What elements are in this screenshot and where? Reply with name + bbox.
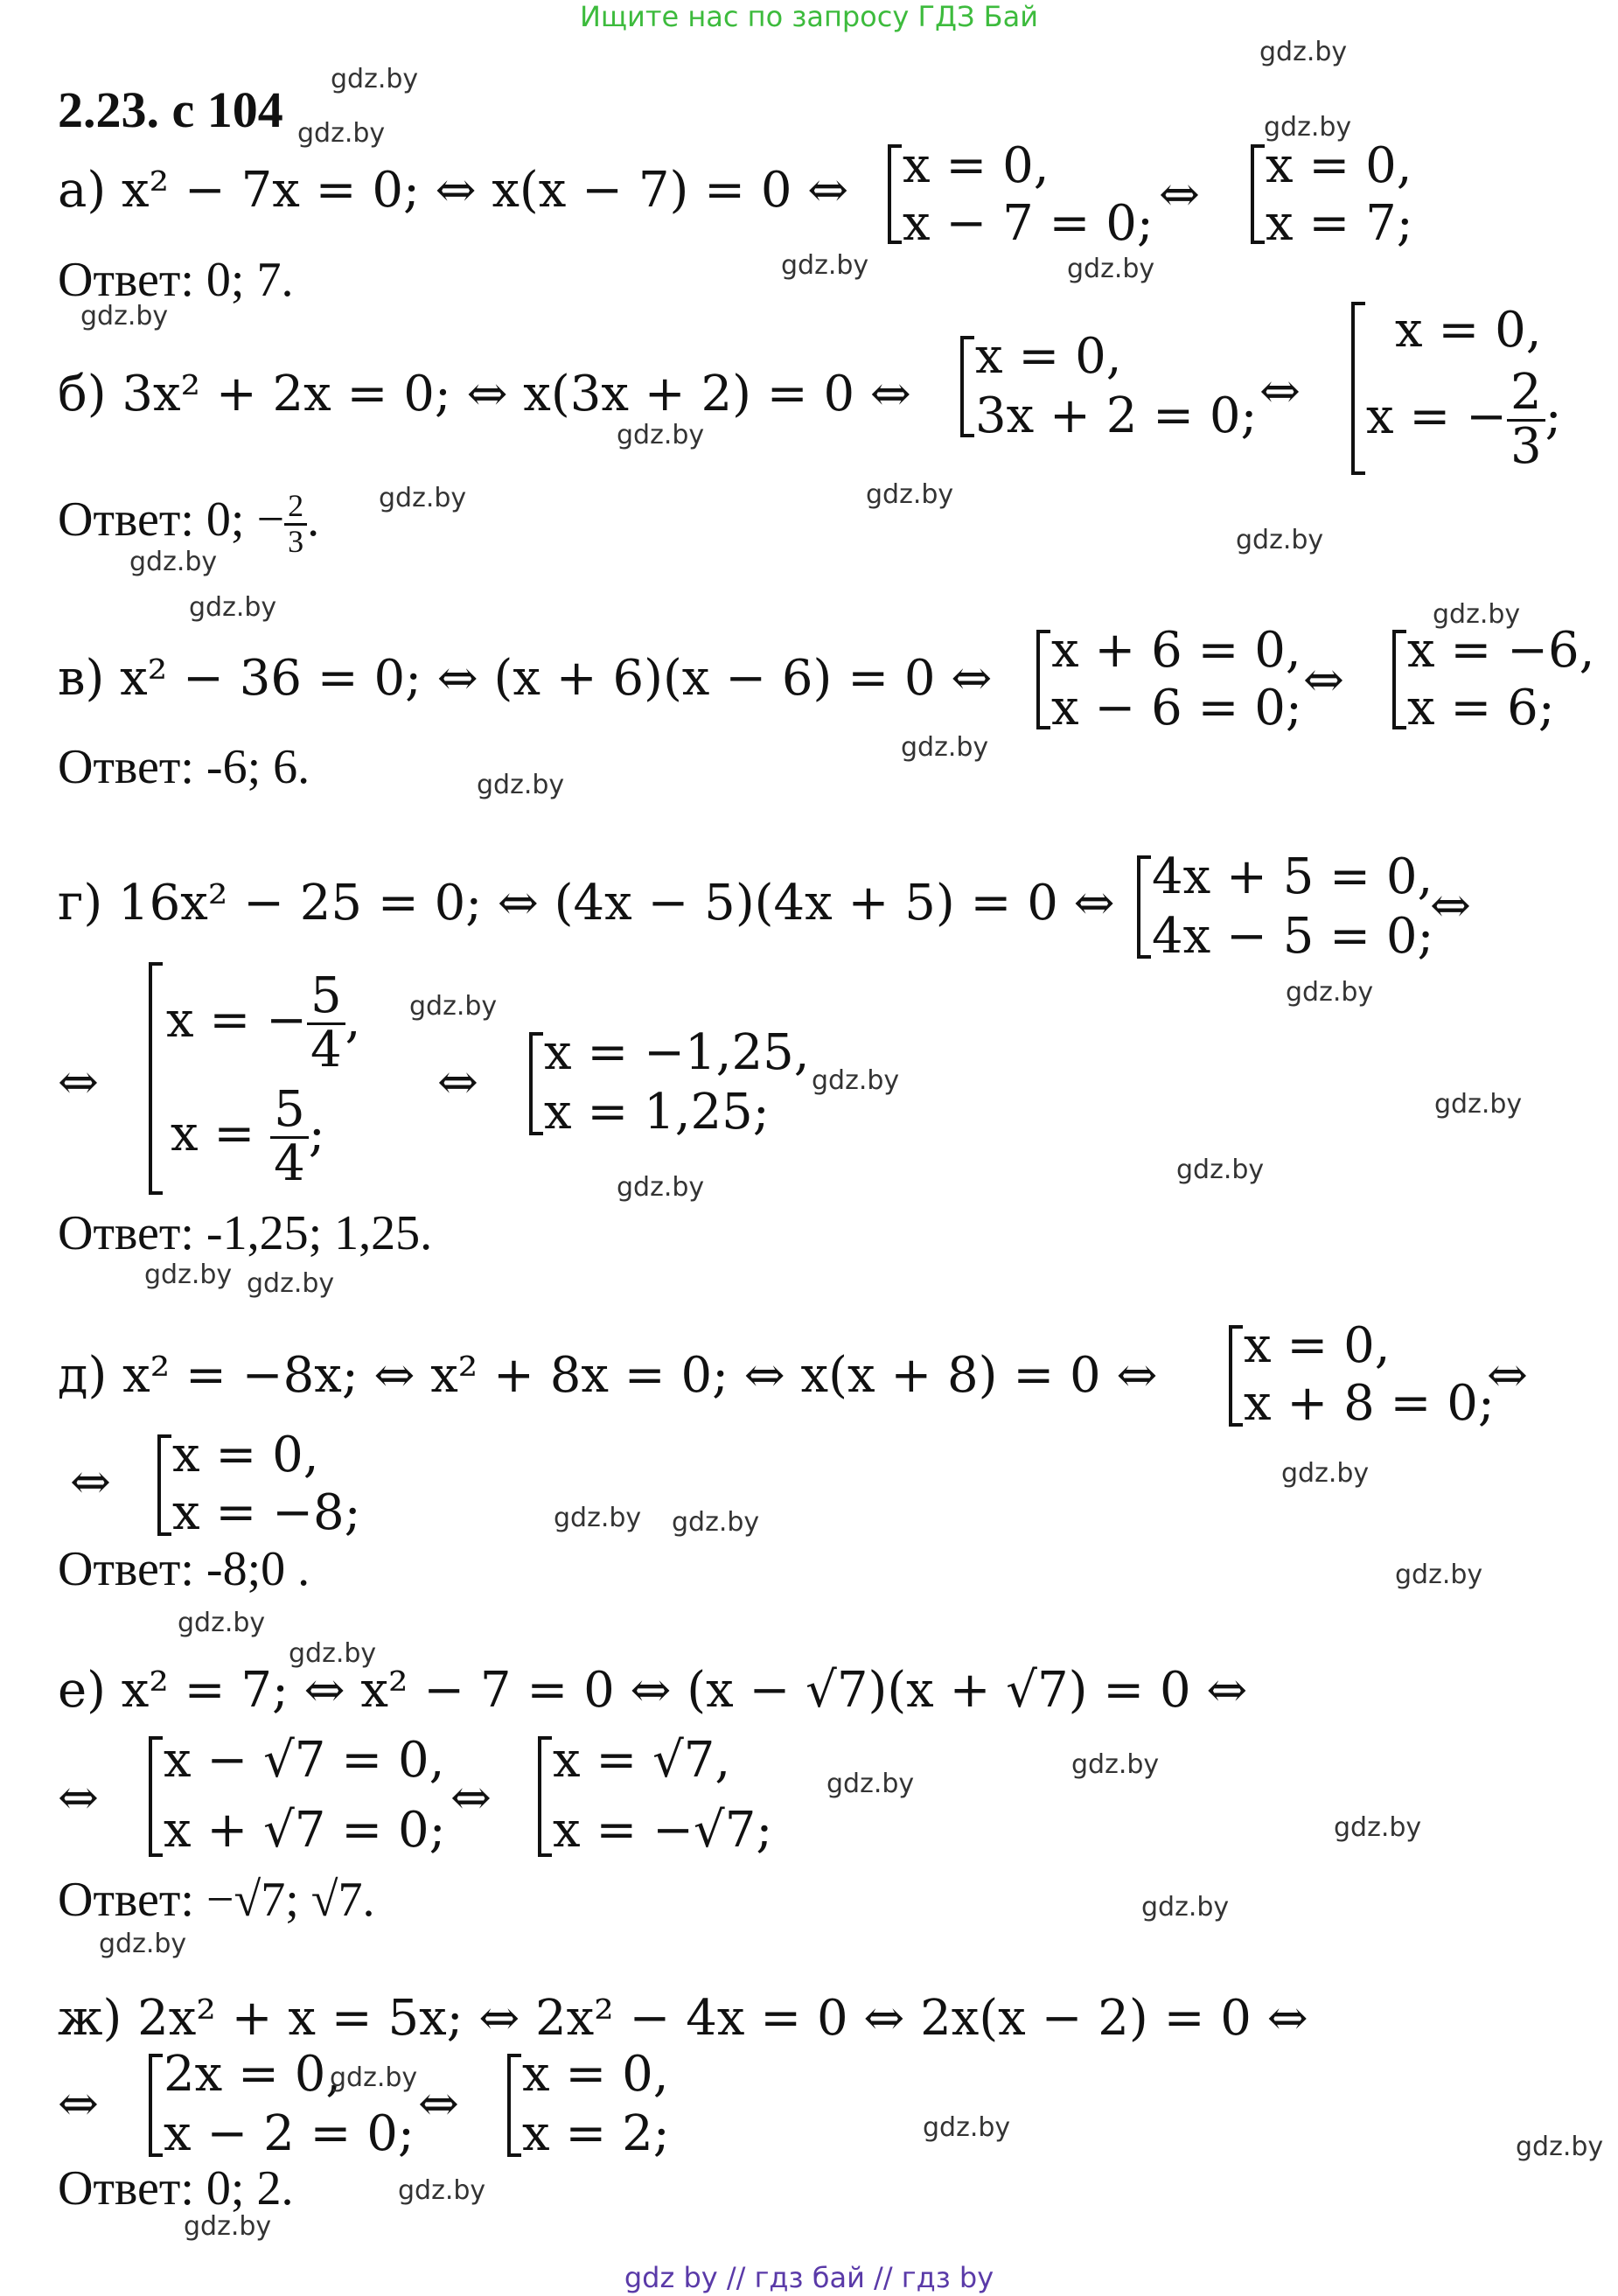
eq-e-case1-1: x − √7 = 0,	[164, 1732, 445, 1789]
eq-b-case1-2: 3x + 2 = 0;	[975, 387, 1258, 444]
eq-b-case2-2: x = − $\frac{2}{3}$ ;	[1366, 364, 1562, 475]
watermark: gdz.by	[398, 2175, 486, 2206]
eq-e-bracket-2	[538, 1736, 552, 1857]
answer-g: Ответ: -1,25; 1,25.	[58, 1206, 433, 1260]
watermark: gdz.by	[901, 732, 989, 763]
watermark: gdz.by	[781, 250, 869, 281]
eq-g-bracket-1	[1137, 855, 1151, 959]
eq-zh-case1-2: x − 2 = 0;	[164, 2105, 415, 2162]
eq-v-case2-1: x = −6,	[1407, 622, 1595, 679]
eq-g-case2-1-prefix: x = −	[166, 991, 308, 1049]
watermark: gdz.by	[80, 301, 169, 331]
watermark: gdz.by	[477, 770, 565, 800]
watermark: gdz.by	[144, 1260, 233, 1290]
eq-e-case1-2: x + √7 = 0;	[164, 1802, 446, 1859]
eq-a-arrow: ⇔	[1159, 166, 1200, 223]
eq-e-case2-2: x = −√7;	[553, 1802, 773, 1859]
eq-a-case1-1: x = 0,	[903, 137, 1050, 194]
eq-a-case2-2: x = 7;	[1266, 195, 1413, 252]
fraction-den: 4	[274, 1134, 305, 1192]
watermark: gdz.by	[184, 2211, 272, 2242]
watermark: gdz.by	[617, 1172, 705, 1203]
eq-zh-arrow-start: ⇔	[58, 2076, 99, 2132]
watermark: gdz.by	[1071, 1749, 1160, 1780]
watermark: gdz.by	[826, 1769, 915, 1799]
eq-g-sep2: ;	[308, 1105, 325, 1162]
eq-b-case2-2-prefix: x = −	[1366, 387, 1508, 445]
answer-e: Ответ: −√7; √7.	[58, 1873, 375, 1927]
eq-a-line: а) x² − 7x = 0; ⇔ x(x − 7) = 0 ⇔	[58, 162, 849, 219]
watermark: gdz.by	[1395, 1560, 1483, 1590]
watermark: gdz.by	[1281, 1458, 1370, 1489]
answer-a: Ответ: 0; 7.	[58, 253, 294, 307]
watermark: gdz.by	[247, 1268, 335, 1299]
watermark: gdz.by	[1433, 599, 1521, 630]
watermark: gdz.by	[1236, 525, 1324, 555]
fraction	[307, 967, 345, 1078]
watermark: gdz.by	[1176, 1155, 1265, 1185]
eq-d-case2-1: x = 0,	[172, 1427, 319, 1483]
fraction-den: 4	[310, 1021, 342, 1078]
eq-g-case2-1	[166, 967, 361, 1078]
eq-v-line: в) x² − 36 = 0; ⇔ (x + 6)(x − 6) = 0 ⇔	[58, 650, 993, 707]
eq-b-arrow: ⇔	[1259, 363, 1301, 420]
eq-g-line: г) 16x² − 25 = 0; ⇔ (4x − 5)(4x + 5) = 0 ⇔	[58, 875, 1115, 932]
watermark: gdz.by	[866, 479, 954, 510]
watermark: gdz.by	[409, 991, 498, 1022]
watermark: gdz.by	[923, 2112, 1011, 2143]
watermark: gdz.by	[297, 118, 386, 149]
eq-g-case2-2-prefix: x =	[171, 1105, 255, 1162]
fraction-num: 5	[270, 1085, 309, 1139]
eq-g-bracket-3	[529, 1032, 543, 1135]
eq-v-case2-2: x = 6;	[1407, 680, 1555, 736]
eq-zh-case1-1: 2x = 0,	[164, 2046, 342, 2103]
watermark: gdz.by	[1067, 254, 1155, 284]
answer-b-prefix: Ответ: 0; −	[58, 492, 285, 548]
eq-e-case2-1: x = √7,	[553, 1732, 731, 1789]
fraction-den: 3	[1510, 417, 1542, 475]
eq-g-arrow-end: ⇔	[1430, 877, 1471, 934]
eq-g-sep1: ,	[345, 991, 361, 1049]
answer-zh: Ответ: 0; 2.	[58, 2161, 294, 2216]
watermark: gdz.by	[178, 1608, 266, 1638]
eq-e-bracket-1	[149, 1736, 163, 1857]
watermark: gdz.by	[1286, 977, 1374, 1008]
eq-d-arrow-start: ⇔	[70, 1454, 111, 1511]
footer-text: gdz by // гдз бай // гдз by	[624, 2261, 994, 2294]
fraction	[1507, 364, 1545, 475]
top-banner: Ищите нас по запросу ГДЗ Бай	[579, 0, 1039, 33]
watermark: gdz.by	[379, 483, 467, 513]
fraction-num: 5	[307, 971, 345, 1025]
watermark: gdz.by	[1516, 2132, 1604, 2162]
eq-v-bracket-1	[1036, 630, 1050, 729]
eq-a-bracket-1	[888, 144, 902, 244]
eq-zh-case2-1: x = 0,	[522, 2046, 669, 2103]
page-title: 2.23. с 104	[58, 81, 283, 138]
watermark: gdz.by	[672, 1507, 760, 1538]
eq-v-bracket-2	[1392, 630, 1406, 729]
answer-b-num: 2	[284, 490, 307, 526]
eq-zh-case2-2: x = 2;	[522, 2105, 670, 2162]
fraction	[270, 1081, 309, 1192]
watermark: gdz.by	[331, 64, 419, 94]
eq-e-arrow-start: ⇔	[58, 1769, 99, 1826]
watermark: gdz.by	[1259, 37, 1348, 67]
eq-b-case1-1: x = 0,	[975, 328, 1122, 385]
eq-v-arrow: ⇔	[1303, 652, 1344, 708]
eq-b-bracket-2	[1351, 302, 1365, 475]
eq-zh-bracket-2	[507, 2054, 521, 2157]
eq-b-line: б) 3x² + 2x = 0; ⇔ x(3x + 2) = 0 ⇔	[58, 366, 911, 422]
eq-e-line: е) x² = 7; ⇔ x² − 7 = 0 ⇔ (x − √7)(x + √7) = 0 ⇔	[58, 1662, 1248, 1719]
answer-b-fraction	[284, 490, 307, 559]
eq-d-arrow-end: ⇔	[1487, 1347, 1528, 1404]
eq-g-case3-1: x = −1,25,	[544, 1024, 810, 1081]
fraction-num: 2	[1507, 367, 1545, 422]
eq-d-bracket-2	[157, 1434, 171, 1536]
watermark: gdz.by	[1264, 112, 1352, 143]
watermark: gdz.by	[189, 592, 277, 623]
eq-g-arrow-start: ⇔	[58, 1054, 99, 1111]
eq-e-arrow-mid: ⇔	[450, 1769, 492, 1826]
eq-g-bracket-2	[149, 962, 163, 1195]
watermark: gdz.by	[1334, 1812, 1422, 1843]
eq-d-case2-2: x = −8;	[172, 1484, 361, 1541]
eq-a-bracket-2	[1251, 144, 1265, 244]
watermark: gdz.by	[99, 1929, 187, 1959]
eq-g-arrow-mid: ⇔	[437, 1054, 478, 1111]
eq-d-bracket-1	[1229, 1325, 1243, 1427]
eq-b-bracket-1	[960, 336, 974, 437]
watermark: gdz.by	[129, 547, 218, 577]
eq-v-case1-1: x + 6 = 0,	[1051, 622, 1301, 679]
watermark: gdz.by	[812, 1065, 900, 1096]
watermark: gdz.by	[1434, 1089, 1523, 1120]
eq-g-case2-2	[171, 1081, 325, 1192]
watermark: gdz.by	[554, 1503, 642, 1533]
answer-d: Ответ: -8;0 .	[58, 1542, 310, 1596]
eq-zh-line: ж) 2x² + x = 5x; ⇔ 2x² − 4x = 0 ⇔ 2x(x − 2) = 0 ⇔	[58, 1990, 1308, 2047]
eq-g-case1-1: 4x + 5 = 0,	[1152, 848, 1433, 905]
watermark: gdz.by	[330, 2062, 418, 2093]
watermark: gdz.by	[289, 1638, 377, 1669]
eq-b-case2-1: x = 0,	[1395, 302, 1542, 359]
eq-a-case2-1: x = 0,	[1266, 137, 1412, 194]
answer-b-den: 3	[288, 523, 304, 559]
answer-v: Ответ: -6; 6.	[58, 740, 310, 794]
eq-g-case1-2: 4x − 5 = 0;	[1152, 908, 1434, 965]
watermark: gdz.by	[1141, 1892, 1230, 1923]
answer-b-suffix: .	[307, 492, 320, 548]
eq-d-case1-1: x = 0,	[1244, 1317, 1391, 1374]
eq-a-case1-2: x − 7 = 0;	[903, 195, 1154, 252]
eq-d-case1-2: x + 8 = 0;	[1244, 1375, 1495, 1432]
eq-zh-bracket-1	[149, 2054, 163, 2157]
eq-v-case1-2: x − 6 = 0;	[1051, 680, 1302, 736]
eq-d-line: д) x² = −8x; ⇔ x² + 8x = 0; ⇔ x(x + 8) = 0 ⇔	[58, 1347, 1158, 1404]
watermark: gdz.by	[617, 420, 705, 450]
eq-zh-arrow-mid: ⇔	[418, 2076, 459, 2132]
eq-g-case3-2: x = 1,25;	[544, 1084, 770, 1141]
